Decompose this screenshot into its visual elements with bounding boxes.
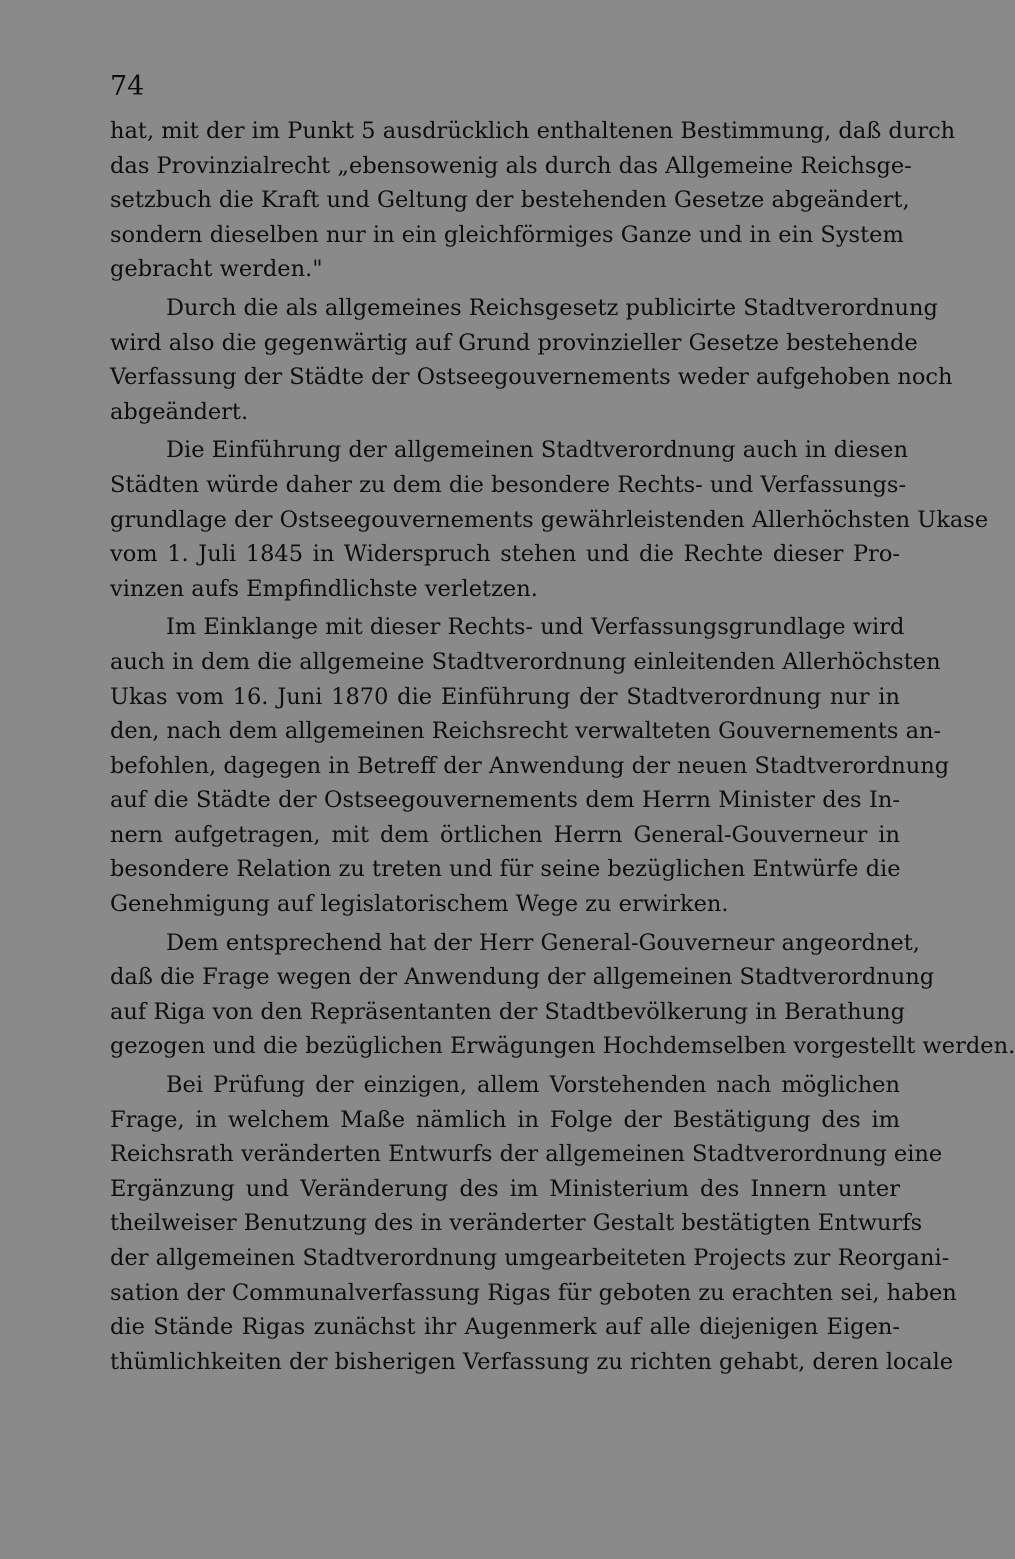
text-line: setzbuch die Kraft und Geltung der bestehenden Gesetze abgeändert, [110, 187, 910, 214]
text-line: abgeändert. [110, 398, 249, 425]
text-line: wird also die gegenwärtig auf Grund provinzieller Gesetze bestehende [110, 329, 918, 356]
paragraph [110, 433, 989, 606]
page-number: 74 [110, 71, 145, 102]
text-line: gezogen und die bezüglichen Erwägungen Hochdemselben vorgestellt werden. [110, 1033, 1015, 1060]
text-line: die Stände Rigas zunächst ihr Augenmerk auf alle diejenigen Eigen- [110, 1314, 900, 1341]
text-line: Reichsrath veränderten Entwurfs der allgemeinen Stadtverordnung eine [110, 1141, 943, 1168]
text-line: auf Riga von den Repräsentanten der Stadtbevölkerung in Berathung [110, 998, 906, 1025]
text-line: Genehmigung auf legislatorischem Wege zu erwirken. [110, 891, 729, 918]
text-line: Ergänzung und Veränderung des im Ministerium des Innern unter [110, 1175, 900, 1202]
paragraph [110, 610, 950, 921]
paragraph [110, 114, 956, 287]
text-line: grundlage der Ostseegouvernements gewährleistenden Allerhöchsten Ukase [110, 506, 989, 533]
text-line: Die Einführung der allgemeinen Stadtverordnung auch in diesen [166, 437, 908, 464]
body-text [110, 114, 1015, 1383]
text-line: den, nach dem allgemeinen Reichsrecht verwalteten Gouvernements an- [110, 718, 942, 745]
text-line: theilweiser Benutzung des in veränderter Gestalt bestätigten Entwurfs [110, 1210, 923, 1237]
text-line: Im Einklange mit dieser Rechts- und Verfassungsgrundlage wird [166, 614, 905, 641]
paragraph [110, 1068, 957, 1379]
text-line: Frage, in welchem Maße nämlich in Folge der Bestätigung des im [110, 1106, 900, 1133]
text-line: sondern dieselben nur in ein gleichförmiges Ganze und in ein System [110, 221, 904, 248]
text-line: sation der Communalverfassung Rigas für geboten zu erachten sei, haben [110, 1279, 957, 1306]
text-line: Städten würde daher zu dem die besondere Rechts- und Verfassungs- [110, 471, 907, 498]
text-line: nern aufgetragen, mit dem örtlichen Herrn General-Gouverneur in [110, 821, 900, 848]
text-line: das Provinzialrecht „ebensowenig als durch das Allgemeine Reichsge- [110, 152, 912, 179]
text-line: auf die Städte der Ostseegouvernements dem Herrn Minister des In- [110, 787, 900, 814]
text-line: befohlen, dagegen in Betreff der Anwendung der neuen Stadtverordnung [110, 752, 950, 779]
text-line: besondere Relation zu treten und für seine bezüglichen Entwürfe die [110, 856, 901, 883]
text-line: vinzen aufs Empfindlichste verletzen. [110, 575, 538, 602]
text-line: Verfassung der Städte der Ostseegouvernements weder aufgehoben noch [110, 364, 953, 391]
text-line: Dem entsprechend hat der Herr General-Gouverneur angeordnet, [166, 929, 920, 956]
text-line: auch in dem die allgemeine Stadtverordnung einleitenden Allerhöchsten [110, 648, 941, 675]
paragraph [110, 291, 953, 429]
paragraph [110, 926, 1015, 1064]
text-line: Ukas vom 16. Juni 1870 die Einführung der Stadtverordnung nur in [110, 683, 900, 710]
text-line: vom 1. Juli 1845 in Widerspruch stehen und die Rechte dieser Pro- [110, 541, 900, 568]
text-line: der allgemeinen Stadtverordnung umgearbeiteten Projects zur Reorgani- [110, 1245, 950, 1271]
text-line: daß die Frage wegen der Anwendung der allgemeinen Stadtverordnung [110, 964, 935, 991]
text-line: Bei Prüfung der einzigen, allem Vorstehenden nach möglichen [166, 1072, 900, 1099]
text-line: hat, mit der im Punkt 5 ausdrücklich enthaltenen Bestimmung, daß durch [110, 118, 956, 144]
text-line: thümlichkeiten der bisherigen Verfassung zu richten gehabt, deren locale [110, 1348, 954, 1375]
text-line: gebracht werden." [110, 256, 323, 283]
text-line: Durch die als allgemeines Reichsgesetz publicirte Stadtverordnung [166, 294, 938, 321]
